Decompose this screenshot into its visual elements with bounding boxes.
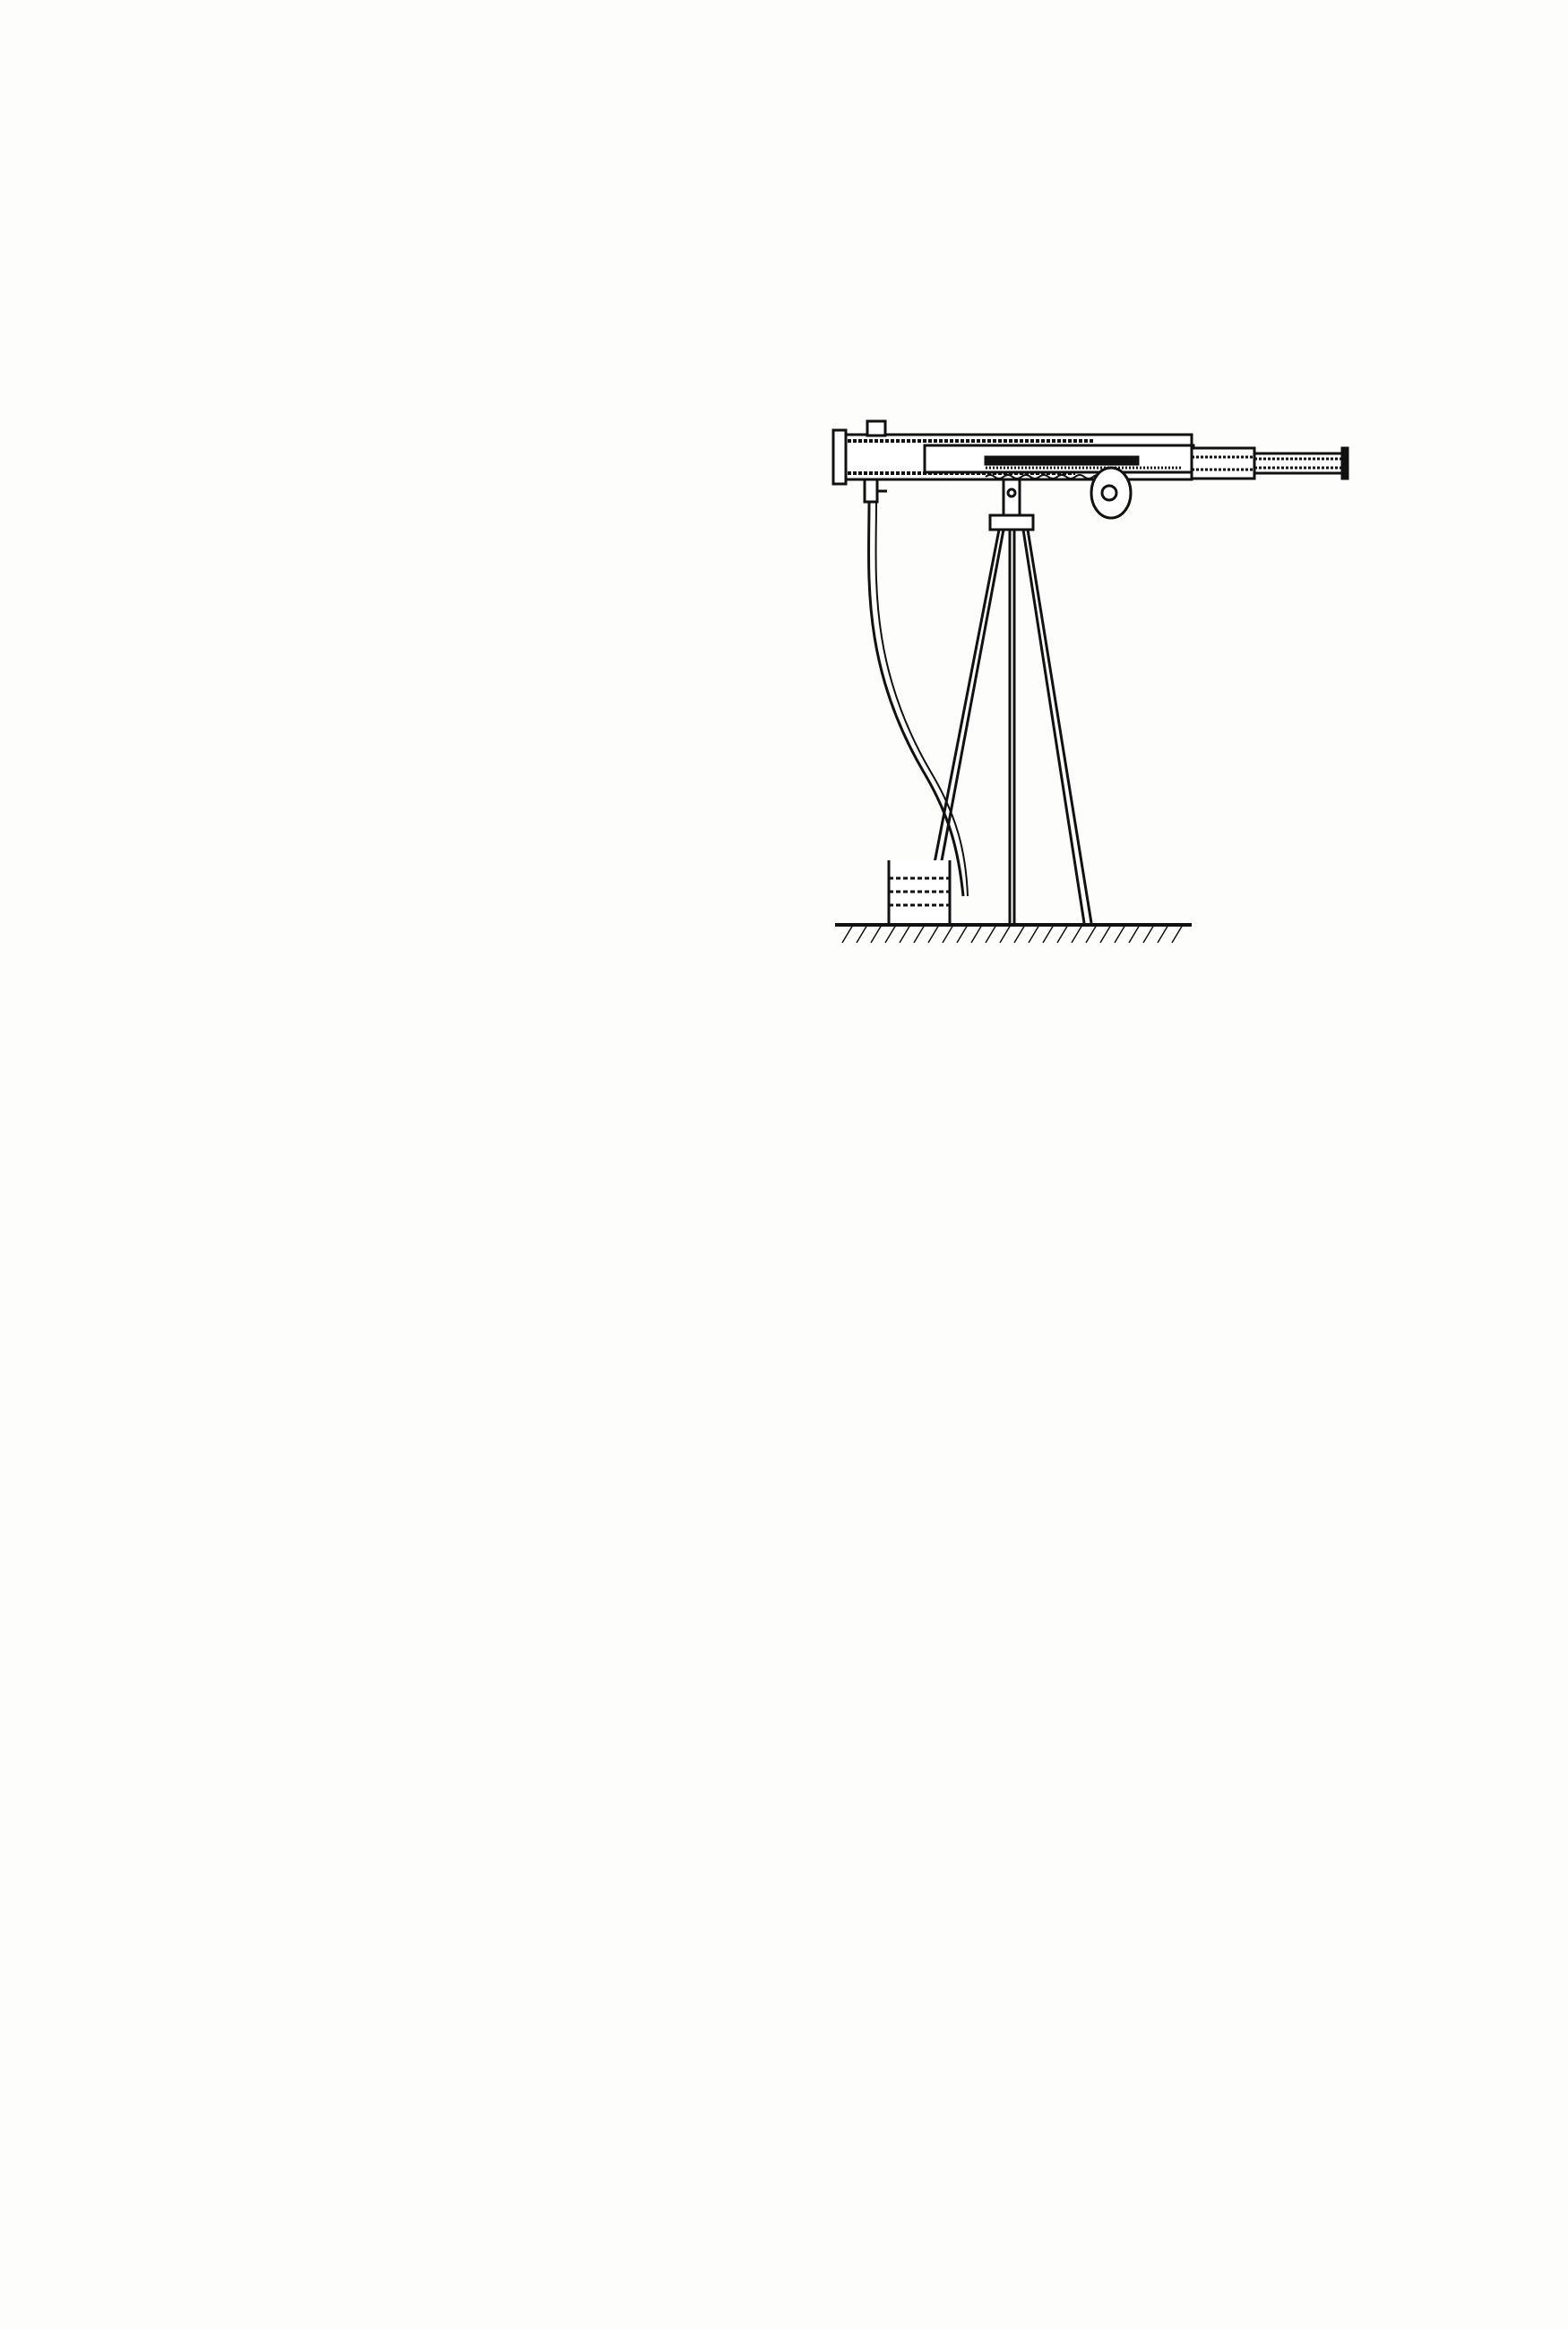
photometer-illustration-icon bbox=[824, 394, 1452, 977]
figure-photometer bbox=[824, 394, 1452, 977]
